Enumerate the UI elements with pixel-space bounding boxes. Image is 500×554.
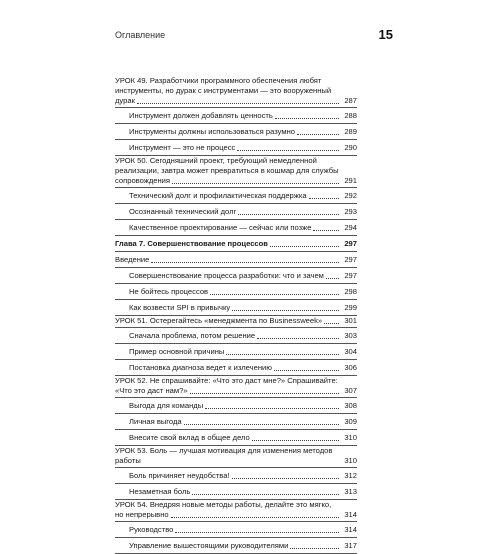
dot-leader xyxy=(151,261,339,263)
dot-leader xyxy=(171,516,340,518)
toc-entry-title: Внесите свой вклад в общее дело xyxy=(129,433,250,442)
toc-entry-line: УРОК 50. Сегодняшний проект, требующий немедленной xyxy=(115,156,317,165)
dot-leader xyxy=(192,493,339,495)
toc-entry-sub xyxy=(115,538,357,554)
dot-leader xyxy=(205,407,339,409)
table-of-contents xyxy=(115,76,357,554)
dot-leader xyxy=(190,392,340,394)
toc-entry-page: 288 xyxy=(344,111,357,120)
dot-leader xyxy=(290,547,339,549)
dot-leader xyxy=(226,353,339,355)
toc-entry-sub xyxy=(115,522,357,538)
toc-entry-page: 310 xyxy=(344,433,357,442)
toc-entry-page: 308 xyxy=(344,401,357,410)
toc-entry-page: 301 xyxy=(344,316,357,325)
toc-entry-title: Совершенствование процесса разработки: что и зачем xyxy=(129,271,324,280)
toc-entry-line: УРОК 54. Внедряя новые методы работы, делайте это мягко, xyxy=(115,500,332,509)
dot-leader xyxy=(184,423,340,425)
toc-entry-page: 309 xyxy=(344,417,357,426)
toc-entry-sub xyxy=(115,284,357,300)
toc-entry-page: 312 xyxy=(344,471,357,480)
toc-entry-title: Пример основной причины xyxy=(129,347,225,356)
dot-leader xyxy=(313,229,339,231)
toc-entry-sub xyxy=(115,360,357,376)
toc-entry-title: сопровождения xyxy=(115,176,171,185)
toc-entry-sub xyxy=(115,220,357,236)
dot-leader xyxy=(252,439,340,441)
toc-entry-title: Постановка диагноза ведет к излечению xyxy=(129,363,272,372)
toc-entry-page: 297 xyxy=(344,271,357,280)
toc-entry-sub xyxy=(115,414,357,430)
toc-entry-sub xyxy=(115,268,357,284)
dot-leader xyxy=(137,102,339,104)
toc-entry-sub xyxy=(115,124,357,140)
dot-leader xyxy=(232,477,340,479)
toc-entry-title: Личная выгода xyxy=(129,417,182,426)
toc-entry-page: 292 xyxy=(344,191,357,200)
toc-entry-page: 291 xyxy=(344,176,357,185)
toc-entry-title: Незаметная боль xyxy=(129,487,191,496)
toc-entry-title: Как возвести SPI в привычку xyxy=(129,303,231,312)
dot-leader xyxy=(275,117,339,119)
toc-entry-sub xyxy=(115,204,357,220)
toc-entry-title: Сначала проблема, потом решение xyxy=(129,331,256,340)
toc-entry-sub xyxy=(115,328,357,344)
toc-entry-page: 287 xyxy=(344,96,357,105)
toc-entry-title: Глава 7. Совершенствование процессов xyxy=(115,239,268,248)
toc-entry-title: Введение xyxy=(115,255,150,264)
toc-entry-title: Качественное проектирование — сейчас или позже xyxy=(129,223,312,232)
toc-entry-page: 313 xyxy=(344,487,357,496)
toc-entry-lesson xyxy=(115,376,357,398)
toc-entry-line: инструменты, но дурак с инструментами — это вооруженный xyxy=(115,86,332,95)
toc-entry-title: Выгода для команды xyxy=(129,401,204,410)
toc-entry-lesson xyxy=(115,446,357,468)
toc-entry-intro xyxy=(115,252,357,268)
dot-leader xyxy=(297,133,339,135)
toc-entry-title: Не бойтесь процессов xyxy=(129,287,209,296)
toc-entry-title: Боль причиняет неудобства! xyxy=(129,471,230,480)
toc-entry-page: 314 xyxy=(344,510,357,519)
toc-entry-page: 303 xyxy=(344,331,357,340)
toc-entry-sub xyxy=(115,468,357,484)
toc-entry-sub xyxy=(115,140,357,156)
page-header xyxy=(115,27,393,45)
toc-entry-title: УРОК 51. Остерегайтесь «менеджмента по Businessweek» xyxy=(115,316,323,325)
toc-entry-title: Инструмент должен добавлять ценность xyxy=(129,111,273,120)
toc-entry-line: УРОК 52. Не спрашивайте: «Что это даст мне?» Спрашивайте: xyxy=(115,376,338,385)
dot-leader xyxy=(175,531,339,533)
toc-entry-lesson xyxy=(115,316,357,328)
dot-leader xyxy=(257,337,339,339)
toc-entry-sub xyxy=(115,300,357,316)
toc-entry-page: 304 xyxy=(344,347,357,356)
toc-entry-page: 317 xyxy=(344,541,357,550)
dot-leader xyxy=(172,182,339,184)
toc-entry-sub xyxy=(115,430,357,446)
page-number: 15 xyxy=(378,27,393,42)
toc-entry-page: 293 xyxy=(344,207,357,216)
toc-entry-chapter xyxy=(115,236,357,252)
toc-entry-title: Инструменты должны использоваться разумно xyxy=(129,127,295,136)
dot-leader xyxy=(270,245,339,247)
toc-entry-title: дурак xyxy=(115,96,135,105)
toc-entry-lesson xyxy=(115,156,357,188)
toc-entry-page: 307 xyxy=(344,386,357,395)
toc-entry-title: Осознанный технический долг xyxy=(129,207,237,216)
dot-leader xyxy=(238,213,339,215)
toc-entry-page: 306 xyxy=(344,363,357,372)
toc-entry-page: 289 xyxy=(344,127,357,136)
toc-entry-title: Руководство xyxy=(129,525,174,534)
dot-leader xyxy=(326,277,339,279)
toc-entry-title: УРОК 53. Боль — лучшая мотивация для изменения методов работы xyxy=(115,446,333,465)
toc-entry-page: 297 xyxy=(344,239,357,248)
toc-entry-title: но непрерывно xyxy=(115,510,169,519)
dot-leader xyxy=(210,293,339,295)
toc-entry-line: реализации, завтра может превратиться в кошмар для службы xyxy=(115,166,339,175)
dot-leader xyxy=(274,369,339,371)
toc-entry-title: Инструмент — это не процесс xyxy=(129,143,236,152)
toc-entry-page: 290 xyxy=(344,143,357,152)
toc-entry-line: УРОК 49. Разработчики программного обеспечения любят xyxy=(115,76,322,85)
toc-entry-page: 297 xyxy=(344,255,357,264)
running-header-title: Оглавление xyxy=(115,30,166,40)
toc-entry-sub xyxy=(115,108,357,124)
toc-entry-page: 314 xyxy=(344,525,357,534)
toc-entry-title: «Что это даст нам?» xyxy=(115,386,188,395)
dot-leader xyxy=(232,309,339,311)
toc-entry-lesson xyxy=(115,500,357,522)
toc-entry-sub xyxy=(115,344,357,360)
dot-leader xyxy=(237,149,339,151)
toc-entry-page: 299 xyxy=(344,303,357,312)
dot-leader xyxy=(324,322,339,324)
toc-entry-page: 294 xyxy=(344,223,357,232)
toc-entry-sub xyxy=(115,188,357,204)
toc-entry-page: 310 xyxy=(344,456,357,465)
toc-entry-title: Управление вышестоящими руководителями xyxy=(129,541,289,550)
toc-entry-title: Технический долг и профилактическая поддержка xyxy=(129,191,307,200)
toc-entry-page: 298 xyxy=(344,287,357,296)
dot-leader xyxy=(309,197,340,199)
toc-entry-sub xyxy=(115,484,357,500)
toc-entry-lesson xyxy=(115,76,357,108)
toc-entry-sub xyxy=(115,398,357,414)
